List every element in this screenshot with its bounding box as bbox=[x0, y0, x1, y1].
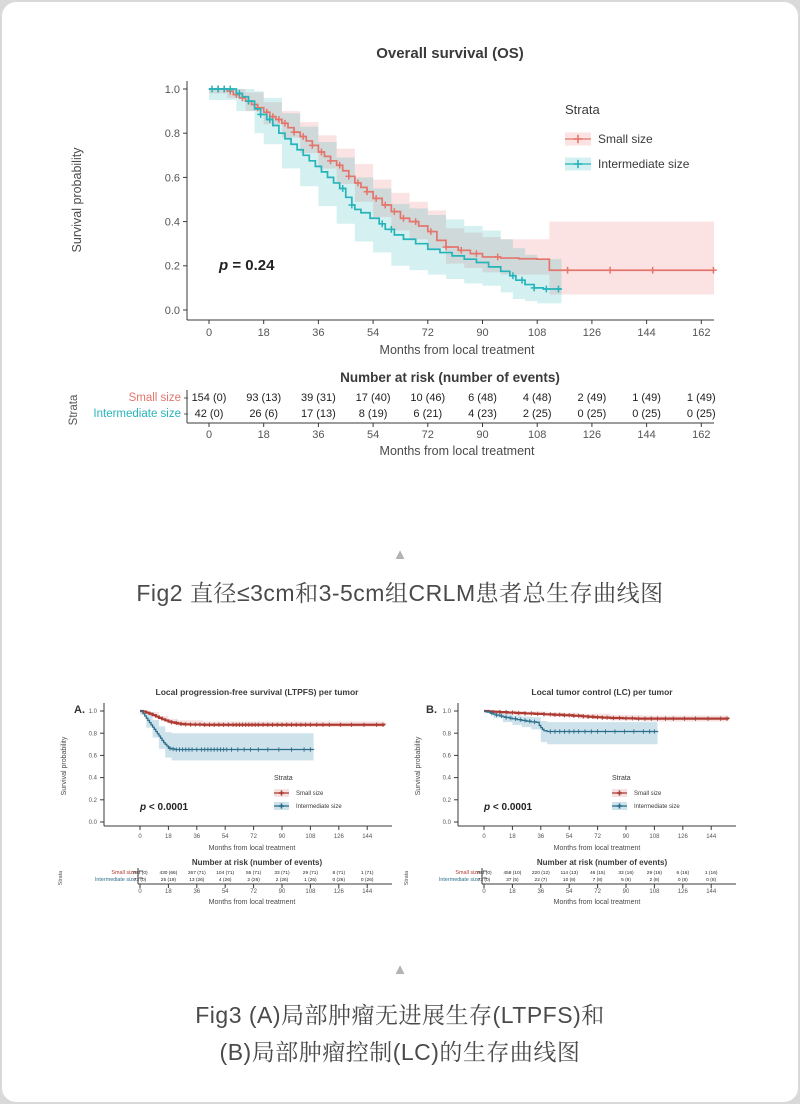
svg-text:0.2: 0.2 bbox=[164, 260, 180, 273]
risk-cell: 2 (26) bbox=[247, 878, 260, 883]
x-axis bbox=[482, 826, 717, 840]
km-chart-lc bbox=[404, 687, 736, 906]
svg-text:108: 108 bbox=[649, 834, 660, 840]
risk-cell: 25 (19) bbox=[160, 878, 177, 883]
svg-text:0.2: 0.2 bbox=[442, 797, 451, 804]
svg-text:144: 144 bbox=[637, 429, 656, 441]
svg-text:90: 90 bbox=[476, 429, 489, 441]
svg-text:72: 72 bbox=[250, 834, 257, 840]
svg-text:0: 0 bbox=[205, 429, 213, 441]
risk-cell: 10 (8) bbox=[562, 878, 576, 883]
svg-text:72: 72 bbox=[594, 834, 601, 840]
risk-cell: 0 (25) bbox=[686, 408, 716, 420]
svg-text:0: 0 bbox=[138, 834, 142, 840]
svg-text:18: 18 bbox=[509, 889, 516, 895]
svg-text:90: 90 bbox=[622, 889, 630, 895]
svg-text:90: 90 bbox=[278, 889, 286, 895]
risk-table bbox=[58, 858, 392, 906]
risk-cell: 33 (16) bbox=[618, 871, 634, 876]
svg-text:0.0: 0.0 bbox=[88, 820, 97, 827]
chart-title: Overall survival (OS) bbox=[376, 45, 524, 62]
svg-text:126: 126 bbox=[333, 834, 344, 840]
risk-table-title: Number at risk (number of events) bbox=[340, 370, 560, 385]
risk-cell: 55 (71) bbox=[245, 871, 262, 876]
svg-text:36: 36 bbox=[537, 889, 545, 895]
legend-title: Strata bbox=[612, 775, 631, 782]
legend-item-label-0: Small size bbox=[598, 132, 653, 147]
risk-cell: 1 (49) bbox=[686, 392, 716, 404]
risk-cell: 46 (15) bbox=[589, 871, 606, 876]
svg-text:18: 18 bbox=[257, 429, 270, 441]
fig2-overall-survival-km-chart bbox=[57, 42, 747, 462]
risk-cell: 783 (0) bbox=[476, 871, 492, 876]
svg-text:0: 0 bbox=[482, 834, 486, 840]
collapse-triangle-icon: ▲ bbox=[392, 546, 408, 563]
svg-text:108: 108 bbox=[649, 889, 660, 895]
x-axis-label: Months from local treatment bbox=[379, 343, 535, 357]
p-value: p < 0.0001 bbox=[484, 802, 533, 813]
fig3-ltpfs-lc-km-charts bbox=[52, 664, 762, 919]
svg-text:108: 108 bbox=[528, 429, 547, 441]
svg-text:108: 108 bbox=[305, 834, 316, 840]
risk-cell: 4 (48) bbox=[522, 392, 552, 404]
risk-cell: 6 (21) bbox=[413, 408, 443, 420]
legend-item-label-0: Small size bbox=[634, 791, 662, 798]
risk-cell: 0 (26) bbox=[360, 878, 374, 883]
svg-text:54: 54 bbox=[366, 429, 380, 441]
risk-table-x-axis-label: Months from local treatment bbox=[379, 444, 535, 458]
risk-cell: 220 (12) bbox=[531, 871, 550, 876]
risk-cell: 114 (13) bbox=[560, 871, 578, 876]
risk-cell: 5 (8) bbox=[621, 878, 631, 883]
risk-cell: 93 (13) bbox=[246, 392, 282, 404]
svg-text:18: 18 bbox=[165, 834, 172, 840]
x-axis bbox=[206, 320, 711, 339]
fig3-collapse-row bbox=[2, 961, 798, 979]
svg-text:162: 162 bbox=[692, 429, 711, 441]
svg-text:36: 36 bbox=[312, 429, 325, 441]
fig2-caption: Fig2 直径≤3cm和3-5cm组CRLM患者总生存曲线图 bbox=[136, 580, 664, 606]
risk-cell: 2 (49) bbox=[577, 392, 607, 404]
svg-text:18: 18 bbox=[257, 327, 270, 339]
svg-text:0.4: 0.4 bbox=[88, 775, 97, 782]
km-chart-ltpfs bbox=[58, 687, 392, 906]
svg-text:162: 162 bbox=[692, 327, 711, 339]
legend bbox=[565, 102, 690, 171]
svg-text:18: 18 bbox=[509, 834, 516, 840]
risk-cell: 0 (25) bbox=[632, 408, 661, 420]
risk-cell: 42 (0) bbox=[194, 408, 224, 420]
collapse-triangle-icon: ▲ bbox=[392, 961, 408, 978]
risk-table-x-axis-label: Months from local treatment bbox=[553, 899, 641, 906]
x-axis-label: Months from local treatment bbox=[553, 845, 641, 852]
svg-text:0.0: 0.0 bbox=[164, 304, 180, 317]
x-axis-label: Months from local treatment bbox=[208, 845, 296, 852]
fig2-collapse-row bbox=[2, 546, 798, 564]
article-card bbox=[2, 2, 798, 1102]
chart-title: Local progression-free survival (LTPFS) per tumor bbox=[155, 687, 359, 697]
panel-label: A. bbox=[74, 704, 85, 716]
svg-text:54: 54 bbox=[366, 327, 380, 339]
svg-text:144: 144 bbox=[706, 834, 717, 840]
svg-text:54: 54 bbox=[565, 834, 573, 840]
risk-cell: 8 (19) bbox=[358, 408, 388, 420]
risk-cell: 17 (13) bbox=[300, 408, 336, 420]
legend bbox=[274, 775, 342, 810]
risk-cell: 39 (31) bbox=[300, 392, 336, 404]
legend-title: Strata bbox=[274, 775, 293, 782]
risk-cell: 13 (26) bbox=[189, 878, 205, 883]
p-value: p = 0.24 bbox=[219, 257, 275, 274]
svg-text:72: 72 bbox=[250, 889, 257, 895]
risk-row-label-0: Small size bbox=[128, 392, 181, 404]
risk-row-label-0: Small size bbox=[455, 870, 480, 876]
svg-text:0.8: 0.8 bbox=[442, 731, 451, 738]
p-value: p < 0.0001 bbox=[140, 802, 189, 813]
svg-text:0.2: 0.2 bbox=[88, 797, 97, 804]
risk-cell: 7 (8) bbox=[592, 878, 603, 883]
risk-cell: 0 (26) bbox=[332, 878, 346, 883]
svg-text:1.0: 1.0 bbox=[164, 83, 180, 96]
chart-title: Local tumor control (LC) per tumor bbox=[531, 687, 673, 697]
risk-cell: 1 (16) bbox=[704, 871, 718, 876]
risk-table-title: Number at risk (number of events) bbox=[536, 858, 668, 867]
svg-text:126: 126 bbox=[677, 889, 688, 895]
svg-text:36: 36 bbox=[193, 834, 201, 840]
y-axis-label: Survival probability bbox=[70, 147, 84, 253]
y-axis bbox=[89, 709, 104, 826]
risk-row-label-1: Intermediate size bbox=[93, 408, 181, 420]
svg-text:90: 90 bbox=[278, 834, 286, 840]
risk-cell: 1 (71) bbox=[360, 871, 374, 876]
risk-cell: 104 (71) bbox=[216, 871, 235, 876]
svg-text:0.6: 0.6 bbox=[164, 172, 180, 185]
svg-text:0: 0 bbox=[138, 889, 142, 895]
svg-text:0.4: 0.4 bbox=[442, 775, 451, 782]
risk-table bbox=[404, 858, 736, 906]
risk-cell: 6 (48) bbox=[468, 392, 497, 404]
legend-item-label-1: Intermediate size bbox=[296, 804, 342, 811]
svg-text:0: 0 bbox=[482, 889, 486, 895]
svg-text:0.4: 0.4 bbox=[164, 216, 180, 229]
risk-cell: 458 (10) bbox=[503, 871, 522, 876]
risk-table-x-axis-label: Months from local treatment bbox=[208, 899, 296, 906]
svg-text:36: 36 bbox=[312, 327, 325, 339]
legend-item-label-1: Intermediate size bbox=[598, 157, 690, 172]
risk-cell: 37 (5) bbox=[506, 878, 519, 883]
legend-item-label-0: Small size bbox=[296, 791, 324, 798]
risk-cell: 4 (26) bbox=[218, 878, 232, 883]
risk-cell: 0 (25) bbox=[577, 408, 607, 420]
y-axis bbox=[165, 84, 187, 317]
svg-text:72: 72 bbox=[421, 429, 434, 441]
panel-label: B. bbox=[426, 704, 437, 716]
svg-text:54: 54 bbox=[565, 889, 573, 895]
risk-cell: 1 (26) bbox=[304, 878, 317, 883]
risk-table-strata-label: Strata bbox=[68, 394, 80, 426]
svg-text:126: 126 bbox=[582, 327, 602, 339]
svg-text:126: 126 bbox=[333, 889, 344, 895]
risk-cell: 267 (71) bbox=[187, 871, 206, 876]
risk-cell: 17 (40) bbox=[355, 392, 391, 404]
svg-text:90: 90 bbox=[476, 327, 489, 339]
fig3-caption-line2: (B)局部肿瘤控制(LC)的生存曲线图 bbox=[219, 1039, 581, 1065]
svg-text:0.6: 0.6 bbox=[88, 753, 97, 760]
legend-item-label-1: Intermediate size bbox=[634, 804, 680, 811]
svg-text:72: 72 bbox=[594, 889, 601, 895]
y-axis-label: Survival probability bbox=[415, 736, 422, 796]
risk-table bbox=[68, 370, 716, 458]
risk-cell: 73 (0) bbox=[477, 878, 491, 883]
svg-text:144: 144 bbox=[706, 889, 717, 895]
svg-text:36: 36 bbox=[193, 889, 201, 895]
risk-cell: 783 (0) bbox=[132, 871, 148, 876]
svg-text:108: 108 bbox=[305, 889, 316, 895]
risk-cell: 430 (66) bbox=[159, 871, 178, 876]
svg-text:144: 144 bbox=[362, 889, 373, 895]
risk-row-label-0: Small size bbox=[111, 870, 136, 876]
svg-text:18: 18 bbox=[165, 889, 172, 895]
svg-text:72: 72 bbox=[421, 327, 434, 339]
svg-text:0.8: 0.8 bbox=[88, 731, 97, 738]
svg-text:0.0: 0.0 bbox=[442, 820, 451, 827]
y-axis-label: Survival probability bbox=[61, 736, 68, 796]
risk-cell: 73 (0) bbox=[133, 878, 147, 883]
km-chart-os bbox=[68, 45, 717, 458]
svg-text:144: 144 bbox=[362, 834, 373, 840]
risk-cell: 2 (26) bbox=[275, 878, 289, 883]
risk-table-strata-label: Strata bbox=[58, 870, 64, 886]
svg-text:126: 126 bbox=[677, 834, 688, 840]
svg-text:1.0: 1.0 bbox=[88, 709, 97, 716]
risk-cell: 33 (71) bbox=[274, 871, 290, 876]
risk-table-title: Number at risk (number of events) bbox=[191, 858, 323, 867]
risk-cell: 29 (71) bbox=[302, 871, 319, 876]
risk-table-strata-label: Strata bbox=[404, 870, 410, 886]
svg-text:90: 90 bbox=[622, 834, 630, 840]
y-axis bbox=[443, 709, 458, 826]
svg-text:54: 54 bbox=[221, 889, 229, 895]
risk-cell: 0 (8) bbox=[706, 878, 717, 883]
risk-cell: 6 (16) bbox=[676, 871, 690, 876]
svg-text:54: 54 bbox=[221, 834, 229, 840]
svg-text:0.6: 0.6 bbox=[442, 753, 451, 760]
risk-cell: 8 (71) bbox=[332, 871, 346, 876]
risk-cell: 2 (25) bbox=[522, 408, 552, 420]
risk-cell: 1 (49) bbox=[632, 392, 661, 404]
fig3-caption bbox=[2, 997, 798, 1071]
svg-text:1.0: 1.0 bbox=[442, 709, 451, 716]
fig3-caption-line1: Fig3 (A)局部肿瘤无进展生存(LTPFS)和 bbox=[195, 1002, 605, 1028]
risk-row-label-1: Intermediate size bbox=[438, 877, 480, 883]
svg-text:0: 0 bbox=[205, 327, 213, 339]
risk-cell: 2 (8) bbox=[649, 878, 660, 883]
risk-cell: 154 (0) bbox=[191, 392, 227, 404]
svg-text:108: 108 bbox=[528, 327, 547, 339]
svg-text:0.8: 0.8 bbox=[164, 128, 180, 141]
risk-cell: 29 (16) bbox=[646, 871, 663, 876]
svg-text:144: 144 bbox=[637, 327, 656, 339]
legend-title: Strata bbox=[565, 102, 600, 117]
svg-text:126: 126 bbox=[582, 429, 602, 441]
risk-cell: 26 (6) bbox=[249, 408, 279, 420]
risk-cell: 22 (7) bbox=[534, 878, 548, 883]
risk-cell: 4 (23) bbox=[468, 408, 497, 420]
legend bbox=[612, 775, 680, 810]
risk-row-label-1: Intermediate size bbox=[94, 877, 136, 883]
svg-text:36: 36 bbox=[537, 834, 545, 840]
risk-cell: 0 (8) bbox=[677, 878, 688, 883]
risk-cell: 10 (46) bbox=[410, 392, 446, 404]
x-axis bbox=[138, 826, 373, 840]
